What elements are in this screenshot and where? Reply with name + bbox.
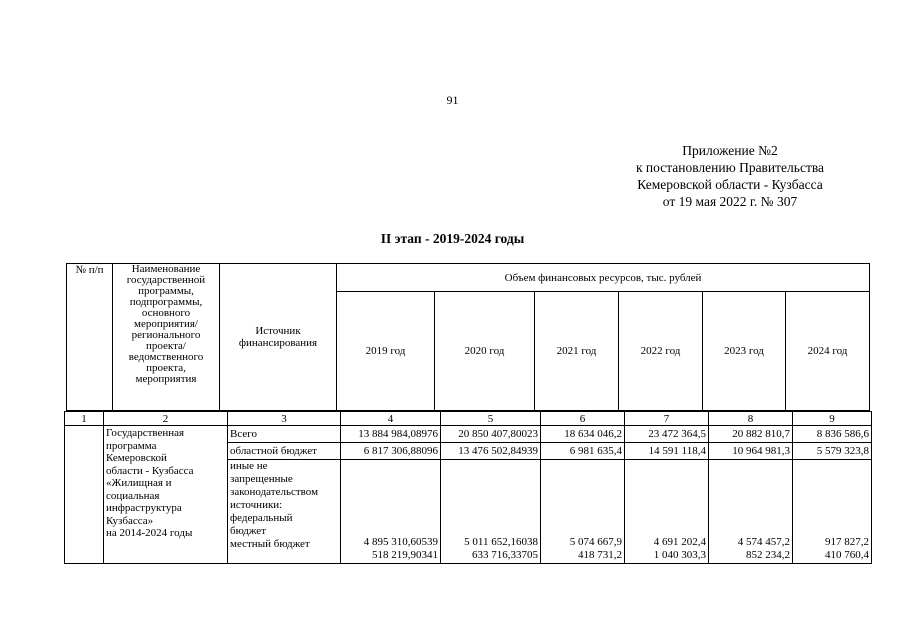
program-name	[104, 426, 228, 564]
amount-stack	[793, 460, 872, 564]
program-name-line: на 2014-2024 годы	[106, 527, 193, 539]
header-name-line: ведомственного	[128, 351, 204, 363]
column-number: 7	[625, 412, 709, 426]
source-regional: областной бюджет	[228, 443, 341, 460]
column-number: 1	[65, 412, 104, 426]
amount-cell: 13 884 984,08976	[341, 426, 441, 443]
header-year: 2022 год	[619, 292, 703, 411]
header-source-line: финансирования	[238, 337, 318, 349]
source-other-line: законодательством	[230, 486, 319, 498]
appendix-line: к постановлению Правительства	[635, 160, 825, 175]
column-number-row	[65, 412, 872, 426]
program-name-line: программа	[106, 439, 157, 452]
amount-federal: 5 011 652,16038	[464, 536, 538, 548]
header-name-line: мероприятия/	[134, 318, 198, 330]
amount-federal: 4 574 457,2	[737, 536, 790, 548]
appendix-block	[560, 142, 900, 210]
amount-federal: 4 895 310,60539	[363, 536, 438, 548]
column-number: 2	[104, 412, 228, 426]
program-name-line: Кемеровской	[106, 452, 167, 464]
column-number: 3	[228, 412, 341, 426]
header-year: 2020 год	[435, 292, 535, 411]
amount-federal: 4 691 202,4	[653, 536, 706, 548]
header-name-line: проекта/	[146, 340, 186, 352]
program-name-line: Кузбасса»	[106, 514, 154, 527]
source-other-line: местный бюджет	[230, 538, 310, 550]
column-number: 9	[793, 412, 872, 426]
header-year: 2021 год	[535, 292, 619, 411]
amount-local: 852 234,2	[746, 549, 790, 561]
source-other-line: иные не	[230, 460, 268, 472]
table-row-total	[65, 426, 872, 443]
header-name	[113, 264, 220, 411]
stage-title: II этап - 2019-2024 годы	[380, 231, 525, 246]
amount-federal: 917 827,2	[825, 536, 869, 548]
page-number: 91	[446, 93, 459, 107]
amount-stack	[709, 460, 793, 564]
amount-cell: 6 981 635,4	[541, 443, 625, 460]
header-name-line: государственной	[126, 274, 206, 286]
header-name-line: проекта,	[146, 362, 186, 374]
column-number: 5	[441, 412, 541, 426]
amount-cell: 23 472 364,5	[625, 426, 709, 443]
header-source	[220, 264, 337, 411]
header-name-line: программы,	[138, 285, 194, 297]
source-other	[228, 460, 341, 564]
amount-cell: 10 964 981,3	[709, 443, 793, 460]
amount-cell: 13 476 502,84939	[441, 443, 541, 460]
amount-cell: 14 591 118,4	[625, 443, 709, 460]
header-name-line: мероприятия	[135, 373, 197, 385]
program-name-line: области - Кузбасса	[106, 464, 194, 477]
amount-stack	[541, 460, 625, 564]
source-other-line: запрещенные	[230, 473, 293, 485]
amount-local: 518 219,90341	[372, 549, 438, 561]
header-year: 2019 год	[337, 292, 435, 411]
source-other-line: бюджет	[230, 525, 266, 537]
appendix-line: Приложение №2	[682, 143, 778, 158]
amount-cell: 20 850 407,80023	[441, 426, 541, 443]
header-name-line: основного	[141, 307, 191, 319]
program-name-line: Государственная	[106, 427, 185, 439]
header-nn: № п/п	[67, 264, 113, 411]
header-source-line: Источник	[255, 325, 301, 337]
header-name-line: регионального	[131, 329, 201, 341]
header-name-line: Наименование	[131, 263, 201, 275]
amount-cell: 6 817 306,88096	[341, 443, 441, 460]
amount-stack	[441, 460, 541, 564]
header-name-line: подпрограммы,	[129, 296, 203, 308]
financing-table-body	[64, 411, 872, 564]
financing-table-header	[66, 263, 870, 411]
amount-cell: 8 836 586,6	[793, 426, 872, 443]
amount-stack	[625, 460, 709, 564]
column-number: 6	[541, 412, 625, 426]
column-number: 4	[341, 412, 441, 426]
program-nn	[65, 426, 104, 564]
program-name-line: инфраструктура	[106, 502, 182, 514]
header-year: 2023 год	[703, 292, 786, 411]
program-name-line: социальная	[106, 489, 160, 502]
source-other-line: федеральный	[230, 512, 293, 524]
amount-local: 633 716,33705	[472, 549, 538, 561]
appendix-line: Кемеровской области - Кузбасса	[637, 177, 823, 192]
appendix-line: от 19 мая 2022 г. № 307	[662, 194, 798, 209]
amount-cell: 20 882 810,7	[709, 426, 793, 443]
program-name-line: «Жилищная и	[106, 477, 172, 489]
amount-local: 410 760,4	[825, 549, 869, 561]
amount-stack	[341, 460, 441, 564]
amount-cell: 5 579 323,8	[793, 443, 872, 460]
amount-local: 1 040 303,3	[653, 549, 706, 561]
header-volume: Объем финансовых ресурсов, тыс. рублей	[337, 264, 870, 292]
amount-federal: 5 074 667,9	[569, 536, 622, 548]
source-total: Всего	[228, 426, 341, 443]
amount-local: 418 731,2	[578, 549, 622, 561]
header-year: 2024 год	[786, 292, 870, 411]
column-number: 8	[709, 412, 793, 426]
amount-cell: 18 634 046,2	[541, 426, 625, 443]
source-other-line: источники:	[230, 499, 283, 511]
